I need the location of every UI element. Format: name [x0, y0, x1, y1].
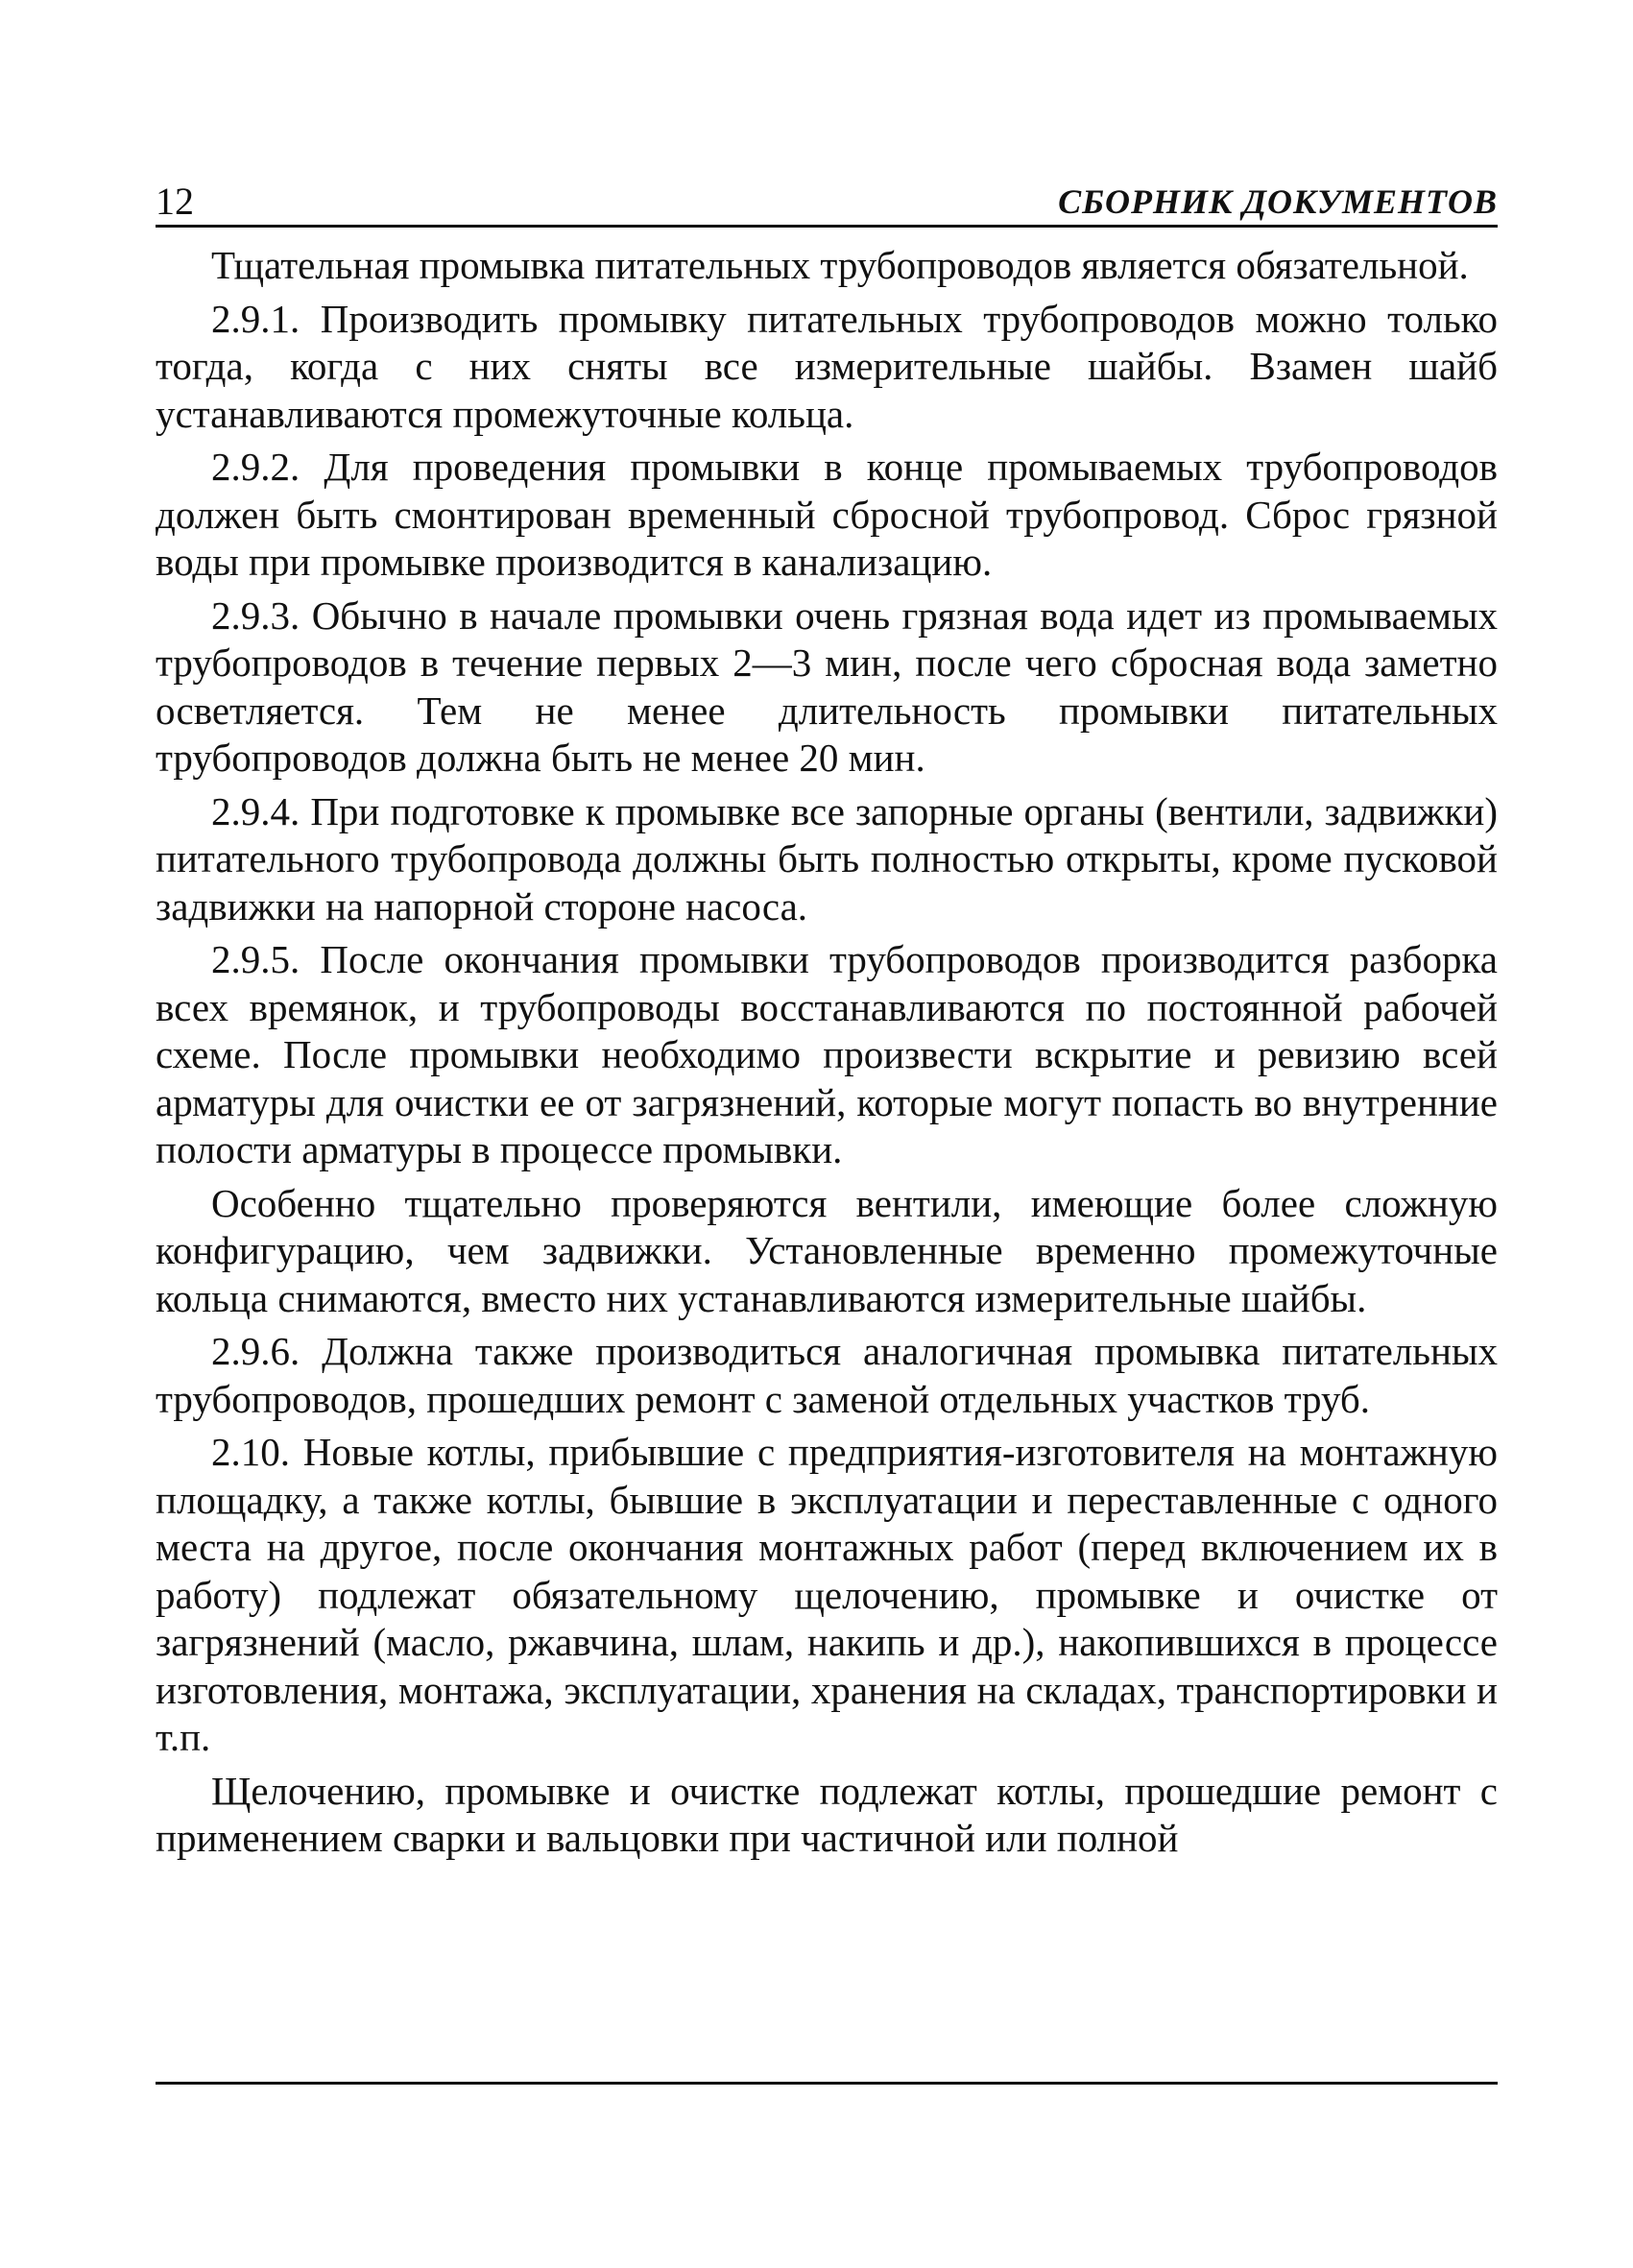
- page-header: [156, 179, 1498, 228]
- paragraph-2-9-4: 2.9.4. При подготовке к промывке все запорные органы (вентили, задвижки) питательного трубопровода должны быть полностью открыты, кроме пусковой задвижки на напорной стороне насоса.: [156, 788, 1498, 929]
- paragraph-valves: Особенно тщательно проверяются вентили, имеющие более сложную конфигурацию, чем задвижки. Установленные временно промежуточные кольца снимаются, вместо них устанавливаются измерительные шайбы.: [156, 1180, 1498, 1320]
- paragraph-2-9-6: 2.9.6. Должна также производиться аналогичная промывка питательных трубопроводов, прошедших ремонт с заменой отдельных участков труб.: [156, 1329, 1498, 1421]
- paragraph-2-9-3: 2.9.3. Обычно в начале промывки очень грязная вода идет из промываемых трубопроводов в течение первых 2—3 мин, после чего сбросная вода заметно осветляется. Тем не менее длительность промывки питательных трубопроводов должна быть не менее 20 мин.: [156, 592, 1498, 780]
- paragraph-2-9-1: 2.9.1. Производить промывку питательных трубопроводов можно только тогда, когда с них сняты все измерительные шайбы. Взамен шайб устанавливаются промежуточные кольца.: [156, 296, 1498, 436]
- paragraph-intro: Тщательная промывка питательных трубопроводов является обязательной.: [211, 243, 1469, 287]
- page-number: 12: [156, 180, 194, 223]
- paragraph-2-9-5: 2.9.5. После окончания промывки трубопроводов производится разборка всех времянок, и трубопроводы восстанавливаются по постоянной рабочей схеме. После промывки необходимо произвести вскрытие и ревизию всей арматуры для очистки ее от загрязнений, которые могут попасть во внутренние полости арматуры в процессе промывки.: [156, 937, 1498, 1171]
- footer-rule: [156, 2082, 1498, 2085]
- running-title: СБОРНИК ДОКУМЕНТОВ: [1058, 182, 1498, 221]
- paragraph-alkali-cleaning: Щелочению, промывке и очистке подлежат котлы, прошедшие ремонт с применением сварки и вальцовки при частичной или полной: [156, 1768, 1498, 1860]
- body-text: [156, 242, 1498, 1869]
- paragraph-2-9-2: 2.9.2. Для проведения промывки в конце промываемых трубопроводов должен быть смонтирован временный сбросной трубопровод. Сброс грязной воды при промывке производится в канализацию.: [156, 445, 1498, 584]
- paragraph-2-10: 2.10. Новые котлы, прибывшие с предприятия-изготовителя на монтажную площадку, а также котлы, бывшие в эксплуатации и переставленные с одного места на другое, после окончания монтажных работ (перед включением их в работу) подлежат обязательному щелочению, промывке и очистке от загрязнений (масло, ржавчина, шлам, накипь и др.), накопившихся в процессе изготовления, монтажа, эксплуатации, хранения на складах, транспортировки и т.п.: [156, 1430, 1498, 1759]
